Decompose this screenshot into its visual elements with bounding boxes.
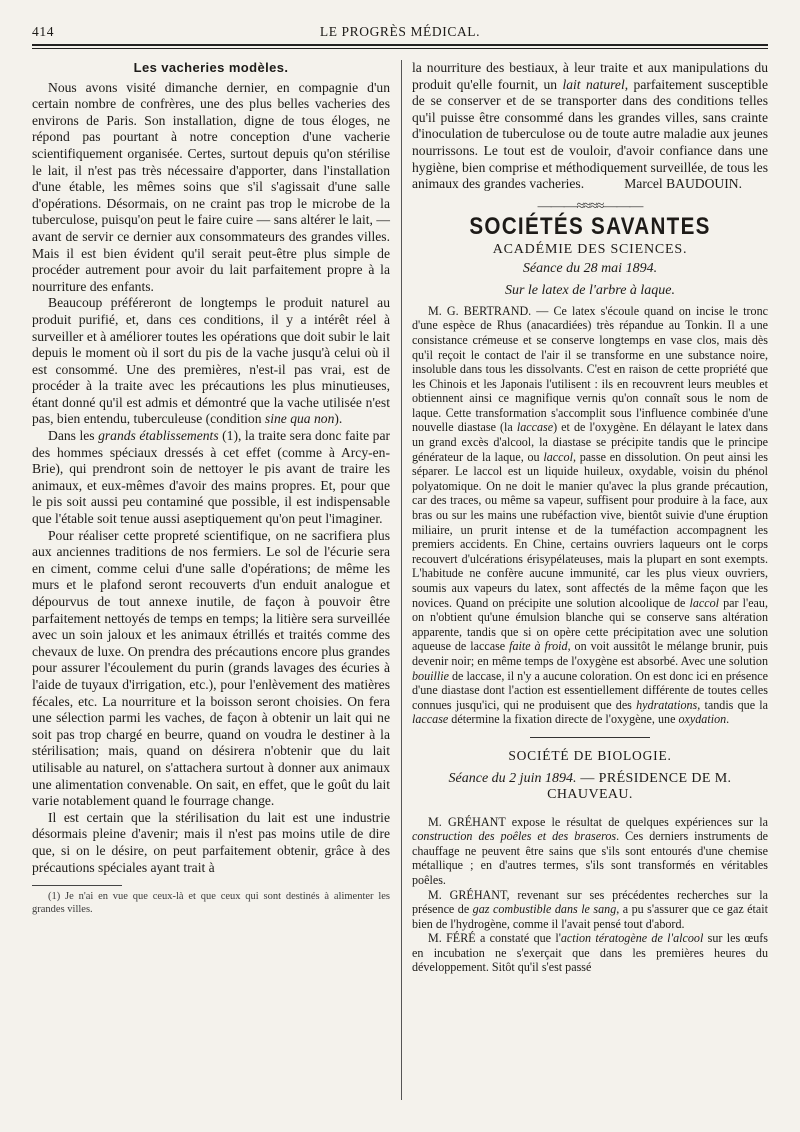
page-header [32,22,768,44]
header-rule-thin [32,48,768,49]
article-title: Les vacheries modèles. [133,60,289,75]
section-rule [530,737,650,738]
academy-heading: ACADÉMIE DES SCIENCES. [492,241,688,257]
page-number: 414 [32,24,55,39]
author-signature: Marcel BAUDOUIN. [624,176,742,192]
paragraph: Nous avons visité dimanche dernier, en compagnie d'un certain nombre de confrères, une des plus belles vacheries des environs de Paris. Son installation, digne de tous éloges, ne répond pas pourtant à notre conception d'une vacherie scientifiquement organisée. Certes, surtout depuis qu'on stérilise le lait, il n'est pas très nécessaire d'apporter, dans l'installation d'une étable, les mêmes soins que s'il s'agissait d'une salle d'opérations. Désormais, on ne craint pas trop le microbe de la tuberculose, puisqu'on peut le faire cuire — sans altérer le lait, — avant de servir ce dernier aux consommateurs des grandes villes. Mais il est bien évident qu'il serait peut-être plus simple de procéder autrement pour avoir du lait parfaitement propre à la nourriture des enfants. [32,79,390,294]
journal-title: LE PROGRÈS MÉDICAL. [319,24,481,39]
paragraph: M. GRÉHANT expose le résultat de quelques expériences sur la construction des poêles et des braseros. Ces derniers instruments de chauffage ne peuvent être sains que s'ils sont entourés d'une chemise métallique ; en d'autres termes, s'ils sont transformés en véritables poêles. [412,814,768,887]
right-column [412,60,768,975]
paragraph: M. FÉRÉ a constaté que l'action tératogène de l'alcool sur les œufs en incubation ne s'exerçait que dans les premières heures du développement. Sitôt qu'il s'est passé [412,931,768,975]
paragraph: Pour réaliser cette propreté scientifique, on ne sacrifiera plus aux anciennes traditions de nos fermiers. Le sol de l'écurie sera en ciment, comme celui d'une salle d'opérations; de même les murs et le plafond seront recouverts d'un enduit analogue et dépourvus de tout annexe inutile, de façon à pouvoir être parfaitement nettoyés de temps en temps; la litière sera surveillée avec un soin jaloux et les animaux étrillés et traités comme des chevaux de luxe. On prendra des précautions encore plus grandes pour assurer l'écoulement du purin (grands lavages des écuries à l'aide de tuyaux d'irrigation, etc.), pour l'enlèvement des matières fécales, etc. La nourriture et la boisson seront choisies. On fera une sélection parmi les vaches, de façon à obtenir un lait qui ne soit pas trop chargé en beurre, quand on voudra le destiner à la stérilisation; mais, quand on désirera n'obtenir que du lait utilisable au naturel, on s'attachera surtout à donner aux animaux une alimentation convenable. On sait, en effet, que le goût du lait varie notablement quand le fourrage change. [32,527,390,809]
session-date: Séance du 2 juin 1894. — PRÉSIDENCE DE M. CHAUVEAU. [448,770,732,802]
paragraph: Dans les grands établissements (1), la traite sera donc faite par des hommes spéciaux dressés à cet effet (comme à Arcy-en-Brie), qui prendront soin de nettoyer le pis avant de traire les animaux, et eux-mêmes d'avoir des mains propres. Et, pour que le pis soit aussi peu contaminé que possible, il est indispensable que l'étable soit tenue aussi aseptiquement qu'on peut l'imaginer. [32,428,391,527]
footnote-rule [32,885,122,886]
column-divider [401,60,402,1100]
left-column [32,60,390,916]
paragraph: M. G. BERTRAND. — Ce latex s'écoule quand on incise le tronc d'une espèce de Rhus (anacardiées) très répandue au Tonkin. Il a une consistance crémeuse et se conserve longtemps en vase clos, mais dès qu'il reçoit le contact de l'air il se transforme en une substance noire, insoluble dans tous les dissolvants. C'est en raison de cette propriété que les Chinois et les Japonais l'utilisent : ils en recouvrent leurs meubles et obtiennent ainsi ce magnifique vernis qu'on connaît sous le nom de laque. Cette transformation s'accomplit sous l'influence combinée d'une nouvelle diastase (la laccase) et de l'oxygène. En délayant le latex dans un grand excès d'alcool, la diastase se précipite tandis que le principe générateur de la laque, ou laccol, passe en dissolution. On peut ainsi les séparer. Le laccol est un liquide huileux, oxydable, voisin du phénol polyatomique. On ne doit le manier qu'avec la plus grande précaution, car des traces, ou même sa vapeur, suffisent pour produire à la face, aux bras ou sur les mains une rubéfaction vive, bientôt suivie d'une éruption miliaire, un prurit intense et de la tuméfaction accompagnent les premiers accidents. En Chine, certains ouvriers laqueurs ont le corps recouvert d'ulcérations érisypélateuses, mais la plupart en sont exempts. L'habitude ne confère aucune immunité, car les plus vieux ouvriers, soumis aux vapeurs du latex, sont affectés de la même façon que les novices. Quand on précipite une solution alcoolique de laccol par l'eau, on n'obtient qu'une émulsion blanche qui se conserve sans altération apparente, tandis que si on opère cette précipitation avec une solution aqueuse de laccase faite à froid, on voit aussitôt le mélange brunir, puis devenir noir; en même temps de l'oxygène est absorbé. Avec une solution bouillie de laccase, il n'y a aucune coloration. On est donc ici en présence d'une diastase dont l'action est essentiellement différente de toutes celles connues jusqu'ici, qui ne produisent que des hydratations, tandis que la laccase détermine la fixation directe de l'oxygène, une oxydation. [412,303,769,727]
header-rule [32,44,768,46]
paragraph: la nourriture des bestiaux, à leur traite et aux manipulations du produit qu'elle fournit, un lait naturel, parfaitement susceptible de se conserver et de se transporter dans des conditions telles qu'il puisse être consommé dans les grandes villes, sans crainte d'inoculation de tuberculose ou de toute autre maladie aux jeunes nourrissons. Le tout est de vouloir, d'avoir confiance dans une hygiène, bien comprise et méthodiquement surveillée, de tous les animaux des grandes vacheries. [412,60,768,192]
paragraph: Beaucoup préféreront de longtemps le produit naturel au produit purifié, et, dans ces conditions, il y a intérêt réel à surveiller et à améliorer toutes les opérations que doit subir le lait depuis le moment où il sort du pis de la vache jusqu'à celui où il est consommé. Une des premières, n'est-il pas vrai, est de procéder à la traite avec les précautions les plus minutieuses, étant donné qu'il est admis et démontré que la vache utilisée n'est pas, bien entendu, tuberculeuse (condition sine qua non). [32,295,390,427]
biology-heading: SOCIÉTÉ DE BIOLOGIE. [508,747,672,763]
subject-heading: Sur le latex de l'arbre à laque. [504,283,676,299]
section-title: SOCIÉTÉS SAVANTES [469,213,711,241]
paragraph: M. GRÉHANT, revenant sur ses précédentes recherches sur la présence de gaz combustible dans le sang, a pu s'assurer que ce gaz était bien de l'hydrogène, comme il l'avait pensé tout d'abord. [412,887,768,931]
paragraph: Il est certain que la stérilisation du lait est une industrie désormais pleine d'avenir; mais il n'est pas moins utile de dire que, si on le désire, on peut parfaitement obtenir, grâce à des précautions spéciales ayant trait à [32,809,390,875]
footnote: (1) Je n'ai en vue que ceux-là et que ceux qui sont destinés à alimenter les grandes villes. [32,891,390,916]
session-date: Séance du 28 mai 1894. [522,260,658,276]
ornament-divider: ———≈≈≈≈——— [537,198,643,214]
